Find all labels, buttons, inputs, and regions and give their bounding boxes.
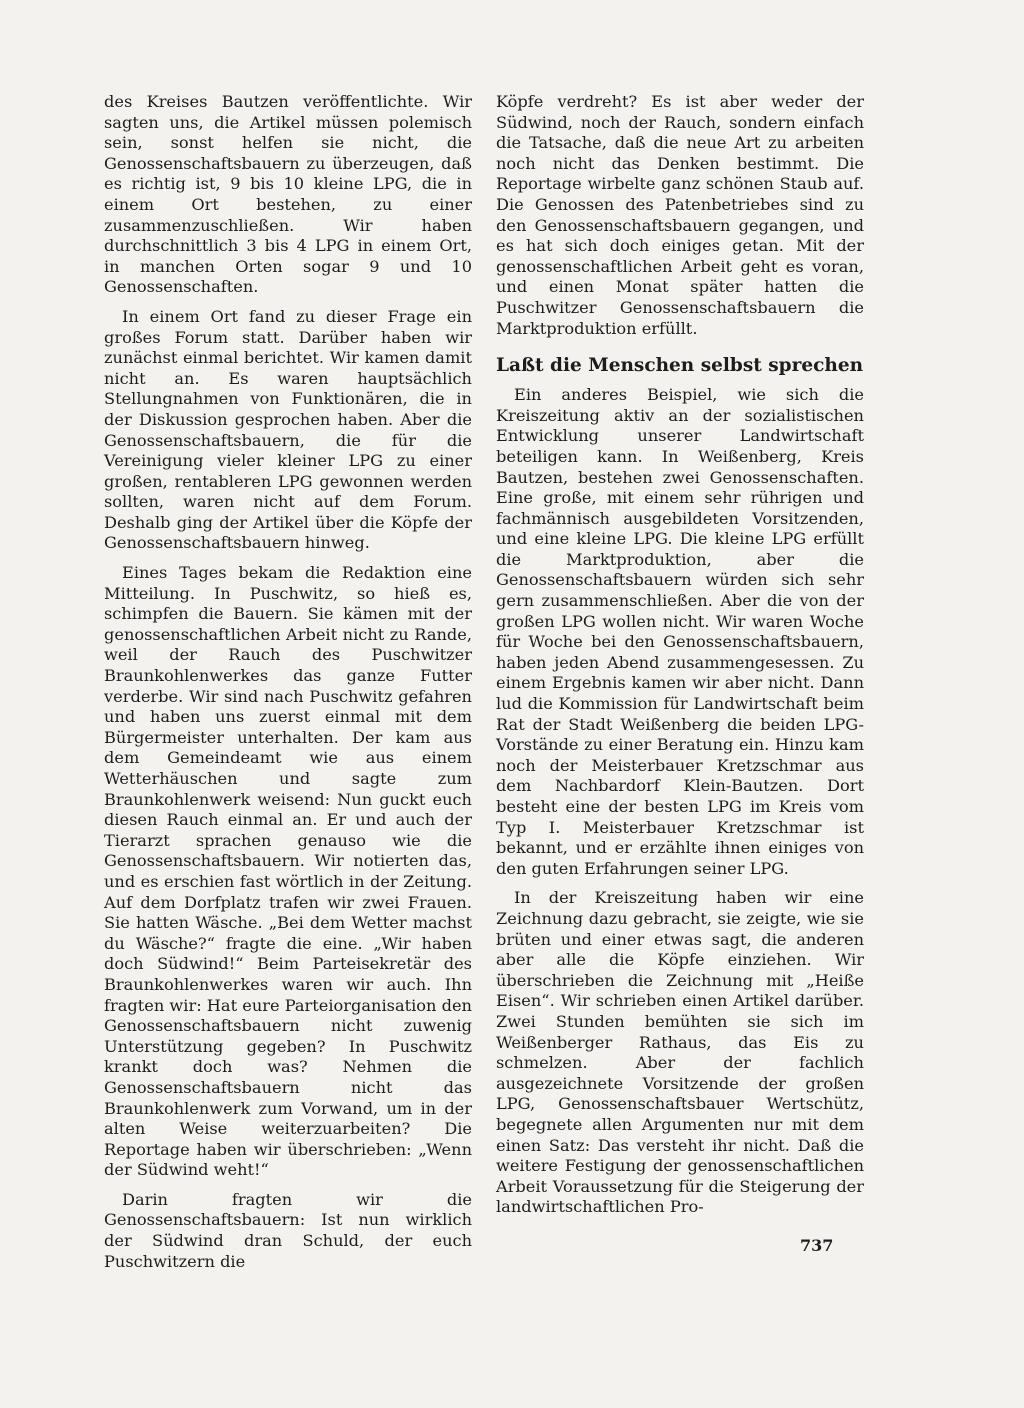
paragraph: Ein anderes Beispiel, wie sich die Kreiszeitung aktiv an der sozialistischen Entwicklung unserer Landwirtschaft beteiligen kann. In Weißenberg, Kreis Bautzen, bestehen zwei Genossenschaften. Eine große, mit einem sehr rührigen und fachmännisch ausgebildeten Vorsitzenden, und eine kleine LPG. Die kleine LPG erfüllt die Marktproduktion, aber die Genossenschaftsbauern würden sich sehr gern zusammenschließen. Aber die von der großen LPG wollen nicht. Wir waren Woche für Woche bei den Genossenschaftsbauern, haben jeden Abend zusammengesessen. Zu einem Ergebnis kamen wir aber nicht. Dann lud die Kommission für Landwirtschaft beim Rat der Stadt Weißenberg die beiden LPG-Vorstände zu einer Beratung ein. Hinzu kam noch der Meisterbauer Kretzschmar aus dem Nachbardorf Klein-Bautzen. Dort besteht eine der besten LPG im Kreis vom Typ I. Meisterbauer Kretzschmar ist bekannt, und er erzählte ihnen einiges von den guten Erfahrungen seiner LPG. [496,385,864,878]
paragraph: In der Kreiszeitung haben wir eine Zeichnung dazu gebracht, sie zeigte, wie sie brüten und einer etwas sagt, die anderen aber alle die Köpfe einziehen. Wir überschrieben die Zeichnung mit „Heiße Eisen“. Wir schrieben einen Artikel darüber. Zwei Stunden bemühten sie sich im Weißenberger Rathaus, das Eis zu schmelzen. Aber der fachlich ausgezeichnete Vorsitzende der großen LPG, Genossenschaftsbauer Wertschütz, begegnete allen Argumenten nur mit dem einen Satz: Das versteht ihr nicht. Daß die weitere Festigung der genossenschaftlichen Arbeit Voraussetzung für die Steigerung der landwirtschaftlichen Pro- [496,888,864,1217]
right-column [496,92,864,1218]
paragraph: Eines Tages bekam die Redaktion eine Mitteilung. In Puschwitz, so hieß es, schimpfen die Bauern. Sie kämen mit der genossenschaftlichen Arbeit nicht zu Rande, weil der Rauch des Puschwitzer Braunkohlenwerkes das ganze Futter verderbe. Wir sind nach Puschwitz gefahren und haben uns zuerst einmal mit dem Bürgermeister unterhalten. Der kam aus dem Gemeindeamt wie aus einem Wetterhäuschen und sagte zum Braunkohlenwerk weisend: Nun guckt euch diesen Rauch einmal an. Er und auch der Tierarzt sprachen genauso wie die Genossenschaftsbauern. Wir notierten das, und es erschien fast wörtlich in der Zeitung. Auf dem Dorfplatz trafen wir zwei Frauen. Sie hatten Wäsche. „Bei dem Wetter machst du Wäsche?“ fragte die eine. „Wir haben doch Südwind!“ Beim Parteisekretär des Braunkohlenwerkes waren wir auch. Ihn fragten wir: Hat eure Parteiorganisation den Genossenschaftsbauern nicht zuwenig Unterstützung gegeben? In Puschwitz krankt doch was? Nehmen die Genossenschaftsbauern nicht das Braunkohlenwerk zum Vorwand, um in der alten Weise weiterzuarbeiten? Die Reportage haben wir überschrieben: „Wenn der Südwind weht!“ [104,563,472,1180]
paragraph: des Kreises Bautzen veröffentlichte. Wir sagten uns, die Artikel müssen polemisch sein, sonst helfen sie nicht, die Genossenschaftsbauern zu überzeugen, daß es richtig ist, 9 bis 10 kleine LPG, die in einem Ort bestehen, zu einer zusammenzuschließen. Wir haben durchschnittlich 3 bis 4 LPG in einem Ort, in manchen Orten sogar 9 und 10 Genossenschaften. [104,92,472,297]
page-number: 737 [800,1236,834,1255]
paragraph: Köpfe verdreht? Es ist aber weder der Südwind, noch der Rauch, sondern einfach die Tatsache, daß die neue Art zu arbeiten noch nicht das Denken bestimmt. Die Reportage wirbelte ganz schönen Staub auf. Die Genossen des Patenbetriebes sind zu den Genossenschaftsbauern gegangen, und es hat sich doch einiges getan. Mit der genossenschaftlichen Arbeit geht es voran, und einen Monat später hatten die Puschwitzer Genossenschaftsbauern die Marktproduktion erfüllt. [496,92,864,338]
section-heading: Laßt die Menschen selbst sprechen [496,355,864,377]
paragraph: Darin fragten wir die Genossenschaftsbauern: Ist nun wirklich der Südwind dran Schuld, der euch Puschwitzern die [104,1189,472,1271]
paragraph: In einem Ort fand zu dieser Frage ein großes Forum statt. Darüber haben wir zunächst einmal berichtet. Wir kamen damit nicht an. Es waren hauptsächlich Stellungnahmen von Funktionären, die in der Diskussion gesprochen haben. Aber die Genossenschaftsbauern, die für die Vereinigung vieler kleiner LPG zu einer großen, rentableren LPG gewonnen werden sollten, waren nicht auf dem Forum. Deshalb ging der Artikel über die Köpfe der Genossenschaftsbauern hinweg. [104,306,472,553]
left-column [104,92,472,1272]
